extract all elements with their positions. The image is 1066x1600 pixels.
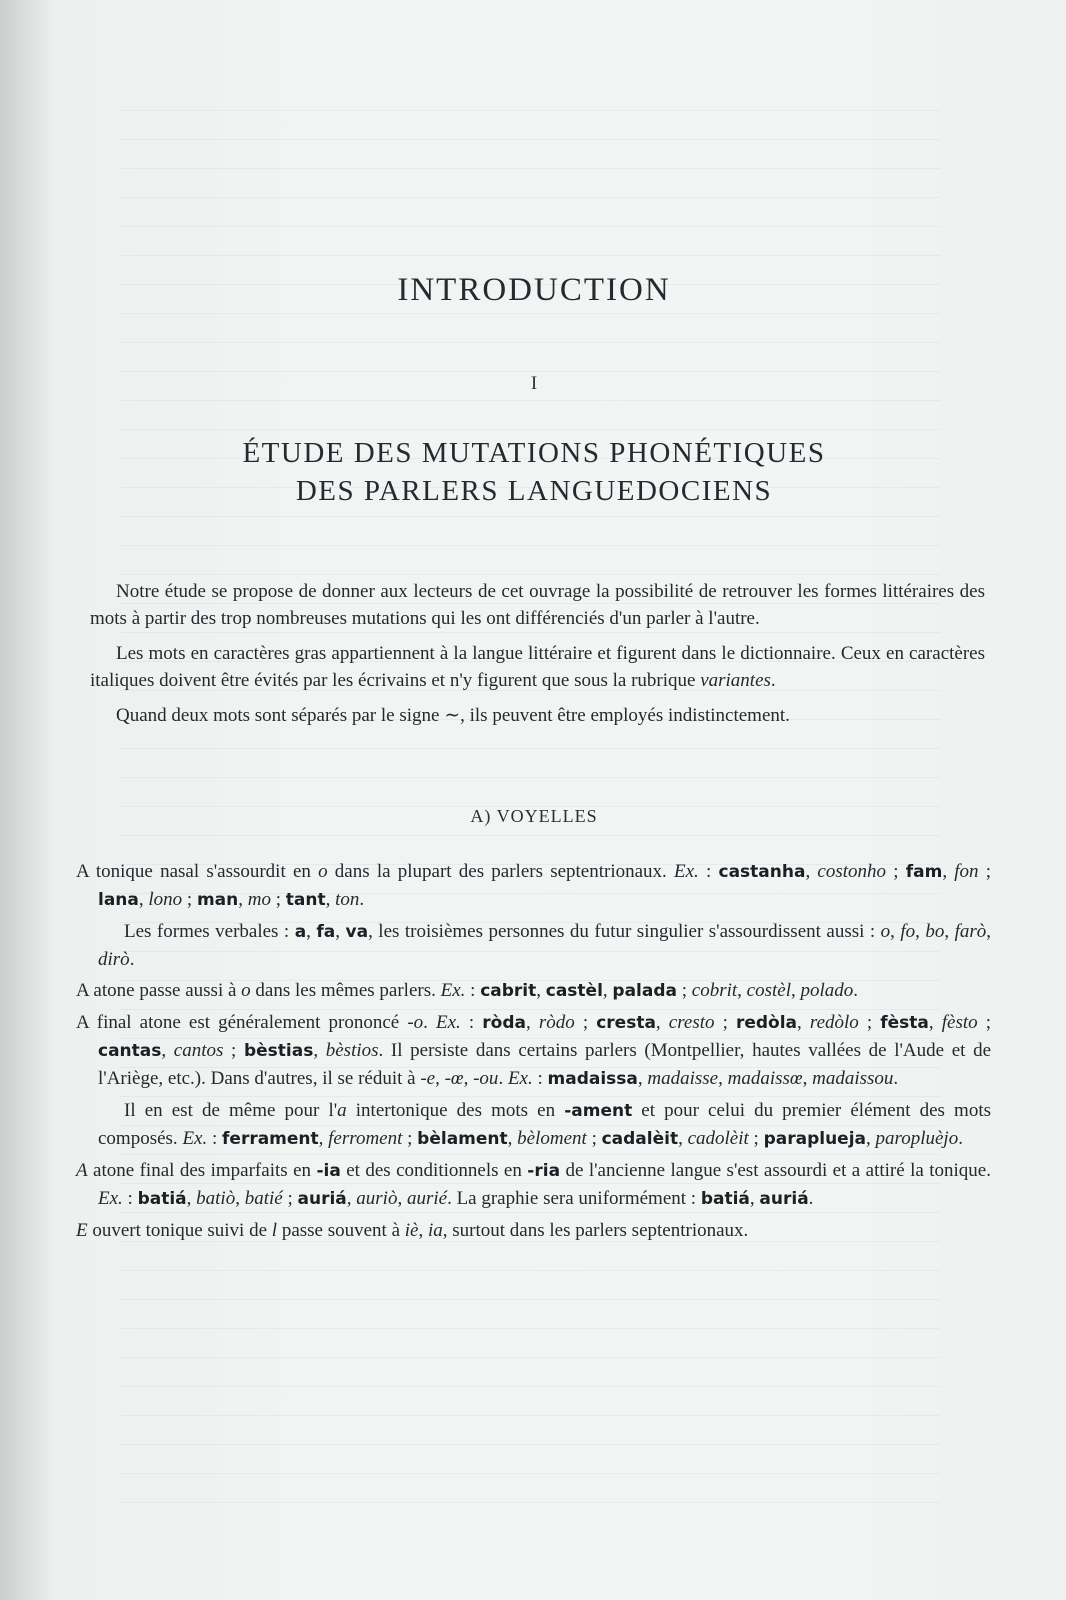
variant-word: paropluèjo [875, 1128, 959, 1149]
separator: ; [223, 1040, 244, 1061]
text: Les formes verbales : [124, 921, 295, 942]
separator: ; [978, 861, 992, 882]
separator: , [797, 1012, 810, 1033]
separator: ; [858, 1012, 881, 1033]
separator: , [791, 980, 801, 1001]
paragraph-3: Quand deux mots sont séparés par le signe ∼, ils peuvent être employés indistinctement. [116, 705, 790, 726]
text: , surtout dans les parlers septentrionaux. [442, 1220, 749, 1241]
variant-word: iè [404, 1220, 419, 1241]
variant-word: bèstios [325, 1040, 379, 1061]
variant-word: -o [407, 1012, 424, 1033]
variant-word: mo [247, 889, 271, 910]
text: : [460, 1012, 483, 1033]
separator: , [928, 1012, 942, 1033]
text: , les troisièmes personnes du futur singulier s'assourdissent aussi : [368, 921, 881, 942]
literary-word: -ia [316, 1161, 341, 1181]
introduction-paragraphs [90, 578, 985, 737]
separator: . [129, 949, 135, 970]
text: dans la plupart des parlers septentrionaux. [327, 861, 675, 882]
rule-a-intertonique [76, 1097, 991, 1153]
paragraph-2-italic: variantes [700, 670, 771, 691]
rule-formes-verbales [76, 918, 991, 973]
vowel-rules [76, 858, 991, 1248]
separator: ; [886, 861, 906, 882]
example-marker: Ex. [507, 1068, 533, 1089]
separator: , [805, 861, 818, 882]
separator: , [418, 1220, 428, 1241]
rule-a-atone-final-imparfaits [76, 1157, 991, 1213]
separator: . [958, 1128, 963, 1149]
separator: . [808, 1188, 814, 1209]
literary-word: bèstias [243, 1041, 314, 1061]
literary-word: cadalèit [601, 1129, 679, 1149]
variant-word: o [318, 861, 328, 882]
text: passe souvent à [277, 1220, 405, 1241]
text: et des conditionnels en [340, 1160, 528, 1181]
literary-word: palada [612, 981, 677, 1001]
literary-word: bèlament [417, 1129, 508, 1149]
paragraph-2-end: . [770, 670, 776, 691]
literary-word: a [294, 922, 307, 942]
literary-word: auriá [759, 1189, 809, 1209]
literary-word: batiá [700, 1189, 750, 1209]
variant-word: a [337, 1100, 347, 1121]
separator: , [306, 921, 317, 942]
text: et pour celui du premier élément des mots composés. [98, 1100, 991, 1149]
rule-a-tonique-nasal [76, 858, 991, 914]
variant-word: A [76, 1160, 88, 1181]
variant-word: polado [800, 980, 854, 1001]
variant-word: auriò [356, 1188, 398, 1209]
literary-word: fèsta [880, 1013, 929, 1033]
literary-word: lana [98, 890, 139, 910]
separator: , [507, 1128, 518, 1149]
variant-word: ròdo [538, 1012, 575, 1033]
variant-word: costonho [817, 861, 887, 882]
literary-word: va [345, 922, 369, 942]
variant-word: batié [244, 1188, 283, 1209]
separator: ; [586, 1128, 602, 1149]
variant-word: madaissœ [727, 1068, 803, 1089]
separator: , [655, 1012, 669, 1033]
example-marker: Ex. [98, 1188, 123, 1209]
text: ouvert tonique suivi de [87, 1220, 272, 1241]
separator: ; [677, 980, 692, 1001]
binding-gutter-shadow [0, 0, 56, 1600]
separator: , [536, 980, 546, 1001]
text: . La graphie sera uniformément : [447, 1188, 701, 1209]
variant-word: costèl [746, 980, 791, 1001]
variant-word: fon [954, 861, 979, 882]
text: dans les mêmes parlers. [250, 980, 441, 1001]
text: . [498, 1068, 508, 1089]
variant-word: madaisse [647, 1068, 719, 1089]
variant-word: ia [427, 1220, 443, 1241]
text: . [423, 1012, 436, 1033]
chapter-title-line-1: ÉTUDE DES MUTATIONS PHONÉTIQUES [242, 437, 826, 469]
variant-word: lono [148, 889, 183, 910]
variant-word: cobrit [691, 980, 738, 1001]
separator: , [238, 889, 248, 910]
separator: ; [270, 889, 286, 910]
separator: , [525, 1012, 539, 1033]
separator: ; [182, 889, 197, 910]
separator: , [318, 1128, 329, 1149]
separator: , [161, 1040, 174, 1061]
separator: , [463, 1068, 474, 1089]
separator: ; [282, 1188, 298, 1209]
variant-word: dirò [98, 949, 130, 970]
text: A atone passe aussi à [76, 980, 242, 1001]
literary-word: madaissa [547, 1069, 638, 1089]
literary-word: cantas [98, 1041, 162, 1061]
separator: , [986, 921, 992, 942]
separator: . [893, 1068, 899, 1089]
separator: ; [574, 1012, 597, 1033]
literary-word: fa [316, 922, 336, 942]
literary-word: -ament [564, 1101, 633, 1121]
paragraph-2-text: Les mots en caractères gras appartiennent à la langue littéraire et figurent dans le dictionnaire. Ceux en caractères italiques doivent être évités par les écrivains et n'y figurent que sous la rubrique [90, 643, 985, 691]
literary-word: paraplueja [763, 1129, 867, 1149]
separator: . [359, 889, 365, 910]
separator: , [942, 861, 955, 882]
separator: , [313, 1040, 326, 1061]
chapter-title-line-2: DES PARLERS LANGUEDOCIENS [295, 475, 773, 507]
separator: , [235, 1188, 245, 1209]
rule-e-ouvert-tonique [76, 1217, 991, 1244]
literary-word: cresta [596, 1013, 656, 1033]
literary-word: ròda [482, 1013, 526, 1033]
separator: , [866, 1128, 876, 1149]
separator: , [890, 921, 901, 942]
variant-word: redòlo [809, 1012, 859, 1033]
literary-word: castanha [718, 862, 806, 882]
text: intertonique des mots en [346, 1100, 565, 1121]
separator: , [186, 1188, 197, 1209]
literary-word: cabrit [480, 981, 537, 1001]
separator: , [718, 1068, 728, 1089]
text: A final atone est généralement prononcé [76, 1012, 408, 1033]
separator: , [138, 889, 149, 910]
variant-word: l [271, 1220, 278, 1241]
separator: , [325, 889, 336, 910]
text: : [698, 861, 719, 882]
variant-word: ton [335, 889, 360, 910]
literary-word: man [196, 890, 239, 910]
variant-word: madaissou [812, 1068, 894, 1089]
variant-word: cantos [173, 1040, 224, 1061]
variant-word: -e [420, 1068, 436, 1089]
paragraph-1: Notre étude se propose de donner aux lecteurs de cet ouvrage la possibilité de retrouver les formes littéraires des mots à partir des trop nombreuses mutations qui les ont différenciés d'un parler à l'autre. [90, 581, 985, 629]
variant-word: ferroment [328, 1128, 403, 1149]
section-title: A) VOYELLES [470, 806, 598, 826]
literary-word: batiá [137, 1189, 187, 1209]
variant-word: bo [925, 921, 945, 942]
rule-a-final-atone [76, 1009, 991, 1093]
text: : [532, 1068, 548, 1089]
text: A tonique nasal s'assourdit en [76, 861, 319, 882]
separator: , [737, 980, 747, 1001]
example-marker: Ex. [436, 1012, 461, 1033]
example-marker: Ex. [674, 861, 699, 882]
text: : [122, 1188, 138, 1209]
example-marker: Ex. [440, 980, 466, 1001]
separator: ; [748, 1128, 764, 1149]
separator: , [435, 1068, 445, 1089]
separator: ; [402, 1128, 418, 1149]
literary-word: ferrament [222, 1129, 319, 1149]
literary-word: tant [285, 890, 326, 910]
chapter-title [64, 434, 1004, 510]
variant-word: cresto [668, 1012, 715, 1033]
separator: , [678, 1128, 688, 1149]
rule-a-atone [76, 977, 991, 1005]
separator: , [915, 921, 926, 942]
separator: , [346, 1188, 357, 1209]
variant-word: aurié [406, 1188, 448, 1209]
separator: . [853, 980, 859, 1001]
text: : [207, 1128, 223, 1149]
separator: , [335, 921, 346, 942]
separator: , [749, 1188, 760, 1209]
paragraph-2 [90, 640, 985, 694]
variant-word: -œ [444, 1068, 464, 1089]
separator: , [602, 980, 613, 1001]
literary-word: -ria [527, 1161, 561, 1181]
text: atone final des imparfaits en [87, 1160, 317, 1181]
separator: , [944, 921, 955, 942]
example-marker: Ex. [182, 1128, 208, 1149]
variant-word: o [241, 980, 251, 1001]
variant-word: fèsto [941, 1012, 978, 1033]
text: Il en est de même pour l' [124, 1100, 338, 1121]
variant-word: fo [900, 921, 916, 942]
chapter-number: I [530, 373, 538, 394]
variant-word: -ou [473, 1068, 499, 1089]
variant-word: E [76, 1220, 88, 1241]
variant-word: cadolèit [687, 1128, 749, 1149]
page-title: INTRODUCTION [397, 272, 671, 308]
separator: , [637, 1068, 648, 1089]
literary-word: redòla [735, 1013, 798, 1033]
text: . Il persiste dans certains parlers (Montpellier, hautes vallées de l'Aude et de l'Ariège, etc.). Dans d'autres, il se réduit à [98, 1040, 992, 1089]
variant-word: bèloment [517, 1128, 587, 1149]
literary-word: fam [905, 862, 943, 882]
separator: , [397, 1188, 407, 1209]
literary-word: castèl [545, 981, 603, 1001]
literary-word: auriá [297, 1189, 347, 1209]
text: : [465, 980, 481, 1001]
separator: , [802, 1068, 813, 1089]
variant-word: batiò [196, 1188, 236, 1209]
text: de l'ancienne langue s'est assourdi et a attiré la tonique. [560, 1160, 991, 1181]
separator: ; [977, 1012, 992, 1033]
variant-word: o [880, 921, 891, 942]
separator: ; [714, 1012, 736, 1033]
variant-word: farò [954, 921, 987, 942]
